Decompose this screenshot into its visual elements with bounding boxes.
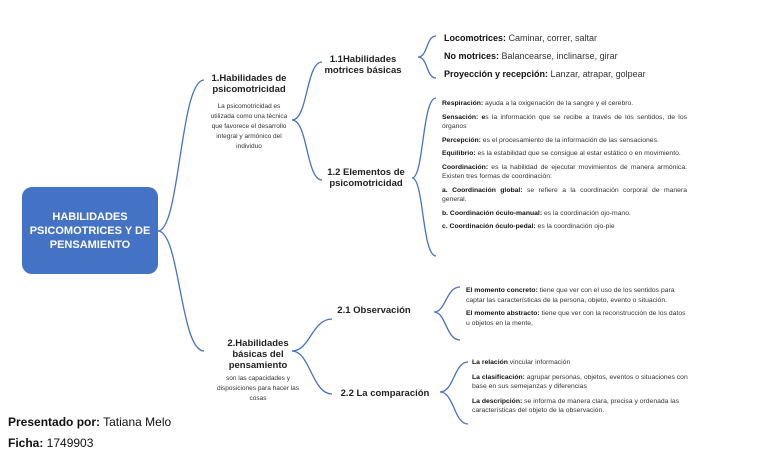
item-term: Percepción (442, 136, 479, 144)
list-item (472, 373, 702, 392)
item-sep: : (522, 373, 525, 381)
list-item (472, 358, 702, 368)
list-item (442, 209, 687, 219)
list-item (444, 69, 694, 87)
item-term: c. Coordinación óculo-pedal (442, 223, 534, 230)
item-sep: : (539, 209, 543, 217)
item-text: tiene que ver con la reconstrucción de los datos u objetos en la mente, (466, 310, 686, 327)
item-sep: : (473, 150, 476, 157)
brace-elementos (412, 98, 436, 256)
item-text: agrupar personas, objetos, eventos o situaciones con base en sus semejanzas y diferencias (472, 373, 688, 390)
item-text: vincular información (507, 359, 571, 366)
list-item (442, 99, 687, 109)
brace-observacion (434, 287, 460, 340)
item-term: El momento abstracto (466, 310, 538, 317)
item-term: Locomotrices (444, 33, 504, 43)
sub-2-2-title: 2.2 La comparación (340, 388, 430, 399)
item-sep: : (520, 186, 523, 194)
list-item (442, 113, 687, 132)
item-sep: : (537, 310, 540, 317)
sub-1-2-items (442, 99, 687, 236)
item-text: se refiere a la coordinación corporal de manera general. (442, 186, 687, 203)
item-text: s la información que se recibe a través de los sentidos, de los órganos (442, 113, 687, 130)
list-item (444, 51, 694, 69)
item-term: Coordinación (442, 163, 486, 171)
item-sep: : (519, 397, 523, 405)
item-sep: : (478, 136, 481, 144)
list-item (466, 286, 688, 305)
item-text: es la coordinación ojo-pie (535, 223, 615, 230)
item-text: es la coordinación ojo-mano. (542, 209, 631, 217)
item-term: Respiración (442, 100, 481, 107)
list-item (472, 397, 702, 416)
item-text: ayuda a la oxigenación de la sangre y el cerebro. (483, 100, 634, 107)
item-sep: : (503, 33, 507, 43)
presented-by-line (8, 415, 171, 429)
list-item (442, 136, 687, 146)
branch1-node (206, 73, 292, 95)
branch1-title: 1.Habilidades de psicomotricidad (211, 73, 287, 95)
item-sep: : (533, 223, 536, 230)
item-text: se informa de manera clara, precisa y ordenada las características del objeto de la observación. (472, 397, 680, 414)
item-term: No motrices (444, 51, 497, 61)
item-term: La clasificación (472, 373, 523, 381)
sub-2-1-items (466, 286, 688, 328)
list-item (442, 149, 687, 159)
item-term: b. Coordinación óculo-manual (442, 209, 540, 217)
list-item (466, 309, 688, 328)
item-term: a. Coordinación global (442, 186, 521, 194)
presented-by-label: Presentado por: (8, 415, 101, 429)
item-sep: : (485, 163, 489, 171)
item-text: tiene que ver con el uso de los sentidos para captar las características de la persona, objeto, evento o situación. (466, 287, 675, 304)
item-term: Proyección y recepción (444, 69, 546, 79)
root-node (22, 187, 158, 274)
item-text: es la habilidad de ejecutar movimientos de manera armónica. Existen tres formas de coordinación: (442, 163, 687, 180)
item-sep: : (535, 287, 538, 294)
list-item (442, 163, 687, 182)
list-item (444, 33, 694, 51)
branch2-description: son las capacidades y disposiciones para hacer las cosas (216, 375, 300, 402)
item-sep: : (496, 51, 500, 61)
item-sep: : (545, 69, 549, 79)
branch1-description: La psicomotricidad es utilizada como una técnica que favorece el desarrollo integral y armónico del individuo (210, 103, 288, 150)
list-item (442, 222, 687, 232)
item-term: El momento concreto (466, 287, 536, 294)
brace-locomotrices (418, 36, 436, 78)
item-term: La relación (472, 359, 508, 366)
item-term: Equilibrio (442, 150, 474, 157)
ficha-label: Ficha: (8, 436, 44, 450)
item-text: es el procesamiento de la información de las sensaciones. (480, 136, 659, 144)
sub-1-1-items (444, 33, 694, 87)
sub-2-1-title: 2.1 Observación (337, 305, 411, 316)
connector-root-branch2 (158, 231, 204, 351)
sub-1-2-title: 1.2 Elementos de psicomotricidad (327, 167, 405, 189)
presented-by-value: Tatiana Melo (100, 415, 172, 429)
sub-2-2-items (472, 358, 702, 416)
item-text: Lanzar, atrapar, golpear (548, 69, 646, 79)
ficha-value: 1749903 (43, 436, 94, 450)
item-text: es la estabilidad que se consigue al estar estático o en movimiento. (475, 150, 681, 157)
ficha-line (8, 436, 93, 450)
list-item (442, 186, 687, 205)
item-text: Balancearse, inclinarse, girar (499, 51, 618, 61)
item-sep: : (480, 100, 484, 107)
brace-comparacion (440, 362, 468, 424)
item-term: La descripción (472, 397, 520, 405)
branch2-title: 2.Habilidades básicas del pensamiento (227, 338, 289, 371)
connector-root-branch1 (158, 80, 204, 231)
item-term: Sensación (442, 113, 476, 121)
sub-1-1-title: 1.1Habilidades motrices básicas (324, 54, 402, 76)
item-text: Caminar, correr, saltar (506, 33, 598, 43)
root-title: HABILIDADES PSICOMOTRICES Y DE PENSAMIENTO (29, 210, 151, 251)
item-sep: : e (476, 113, 486, 121)
connector-branch1-sub2 (292, 120, 322, 180)
